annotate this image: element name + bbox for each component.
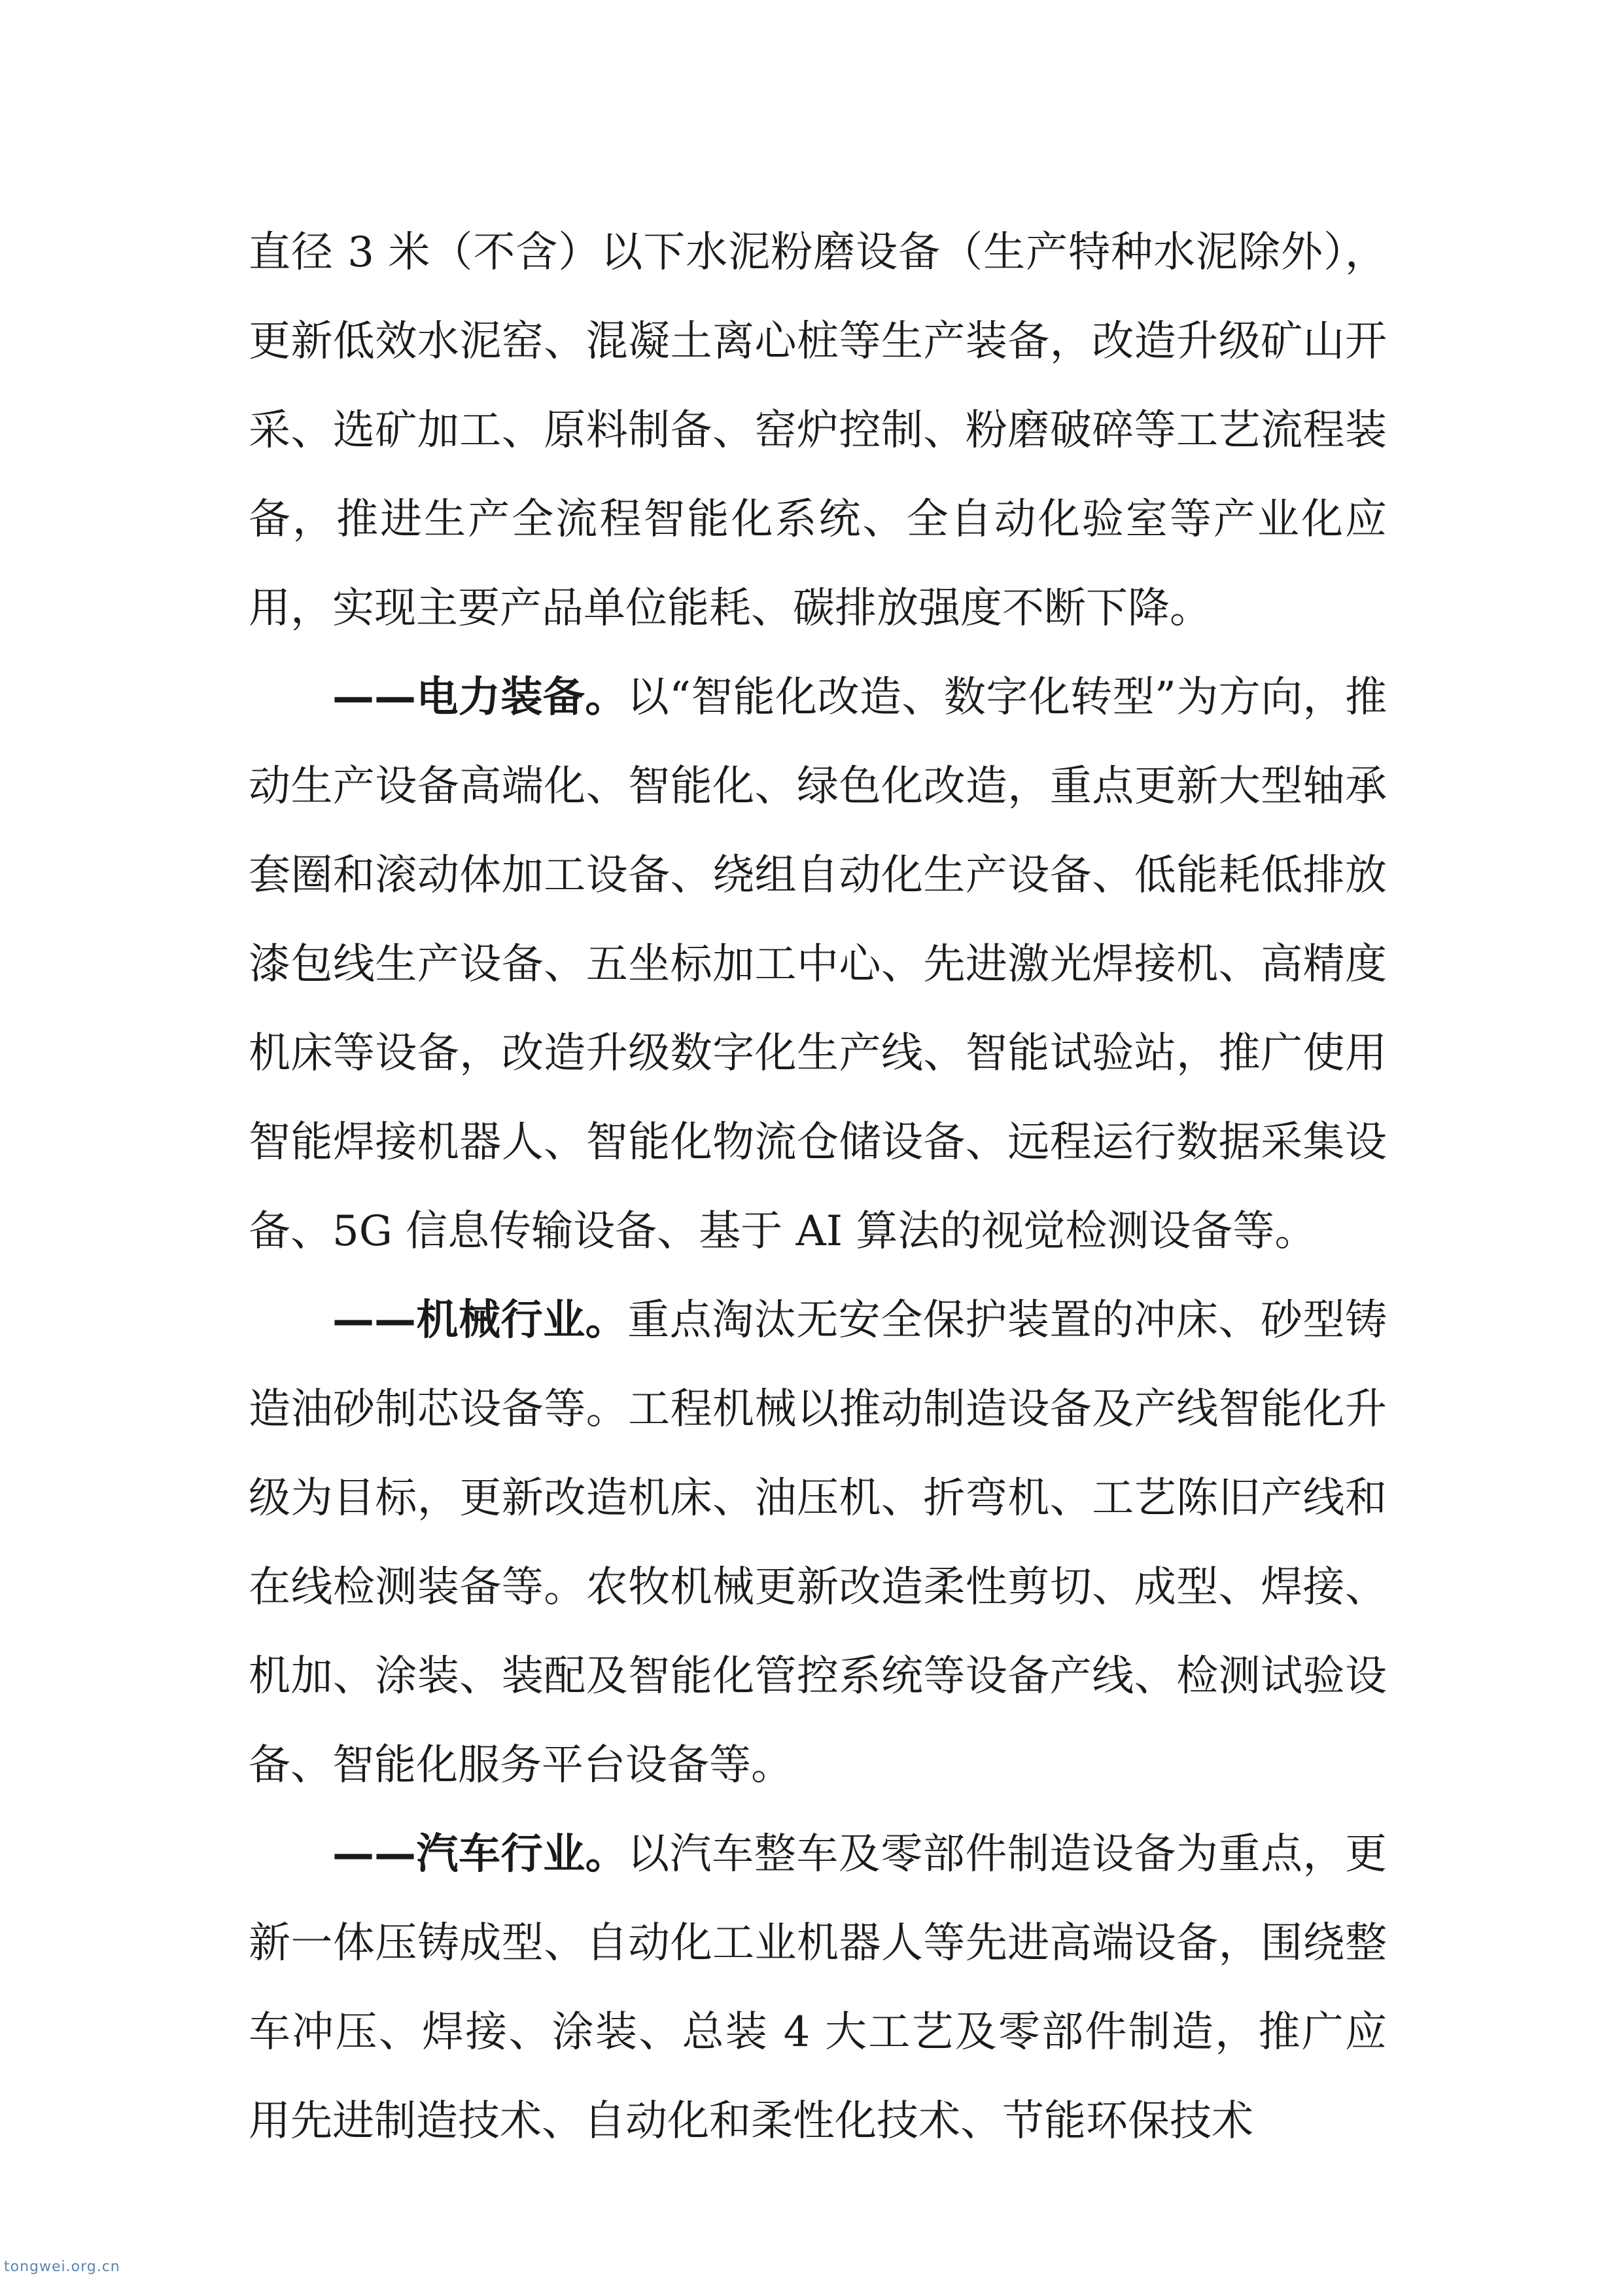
paragraph-lead: ——汽车行业。 [332, 1830, 628, 1879]
paragraph-text: 以汽车整车及零部件制造设备为重点，更新一体压铸成型、自动化工业机器人等先进高端设备，围绕整车冲压、焊接、涂装、总装 4 大工艺及零部件制造，推广应用先进制造技术、自动化和柔性化技术、节能环保技术 [249, 1830, 1387, 2146]
paragraph-text: 重点淘汰无安全保护装置的冲床、砂型铸造油砂制芯设备等。工程机械以推动制造设备及产线智能化升级为目标，更新改造机床、油压机、折弯机、工艺陈旧产线和在线检测装备等。农牧机械更新改造柔性剪切、成型、焊接、机加、涂装、装配及智能化管控系统等设备产线、检测试验设备、智能化服务平台设备等。 [249, 1296, 1387, 1790]
document-body [249, 208, 1387, 2166]
paragraph-text: 以“智能化改造、数字化转型”为方向，推动生产设备高端化、智能化、绿色化改造，重点更新大型轴承套圈和滚动体加工设备、绕组自动化生产设备、低能耗低排放漆包线生产设备、五坐标加工中心、先进激光焊接机、高精度机床等设备，改造升级数字化生产线、智能试验站，推广使用智能焊接机器人、智能化物流仓储设备、远程运行数据采集设备、5G 信息传输设备、基于 AI 算法的视觉检测设备等。 [249, 673, 1387, 1256]
paragraph-automotive [249, 1810, 1387, 2166]
paragraph-lead: ——机械行业。 [332, 1296, 628, 1345]
paragraph-power-equipment [249, 653, 1387, 1276]
paragraph-lead: ——电力装备。 [332, 673, 627, 722]
paragraph-building-materials [249, 208, 1387, 653]
paragraph-text: 直径 3 米（不含）以下水泥粉磨设备（生产特种水泥除外），更新低效水泥窑、混凝土离心桩等生产装备，改造升级矿山开采、选矿加工、原料制备、窑炉控制、粉磨破碎等工艺流程装备，推进生产全流程智能化系统、全自动化验室等产业化应用，实现主要产品单位能耗、碳排放强度不断下降。 [249, 228, 1387, 633]
paragraph-machinery [249, 1276, 1387, 1810]
watermark-text: tongwei.org.cn [4, 2259, 120, 2275]
